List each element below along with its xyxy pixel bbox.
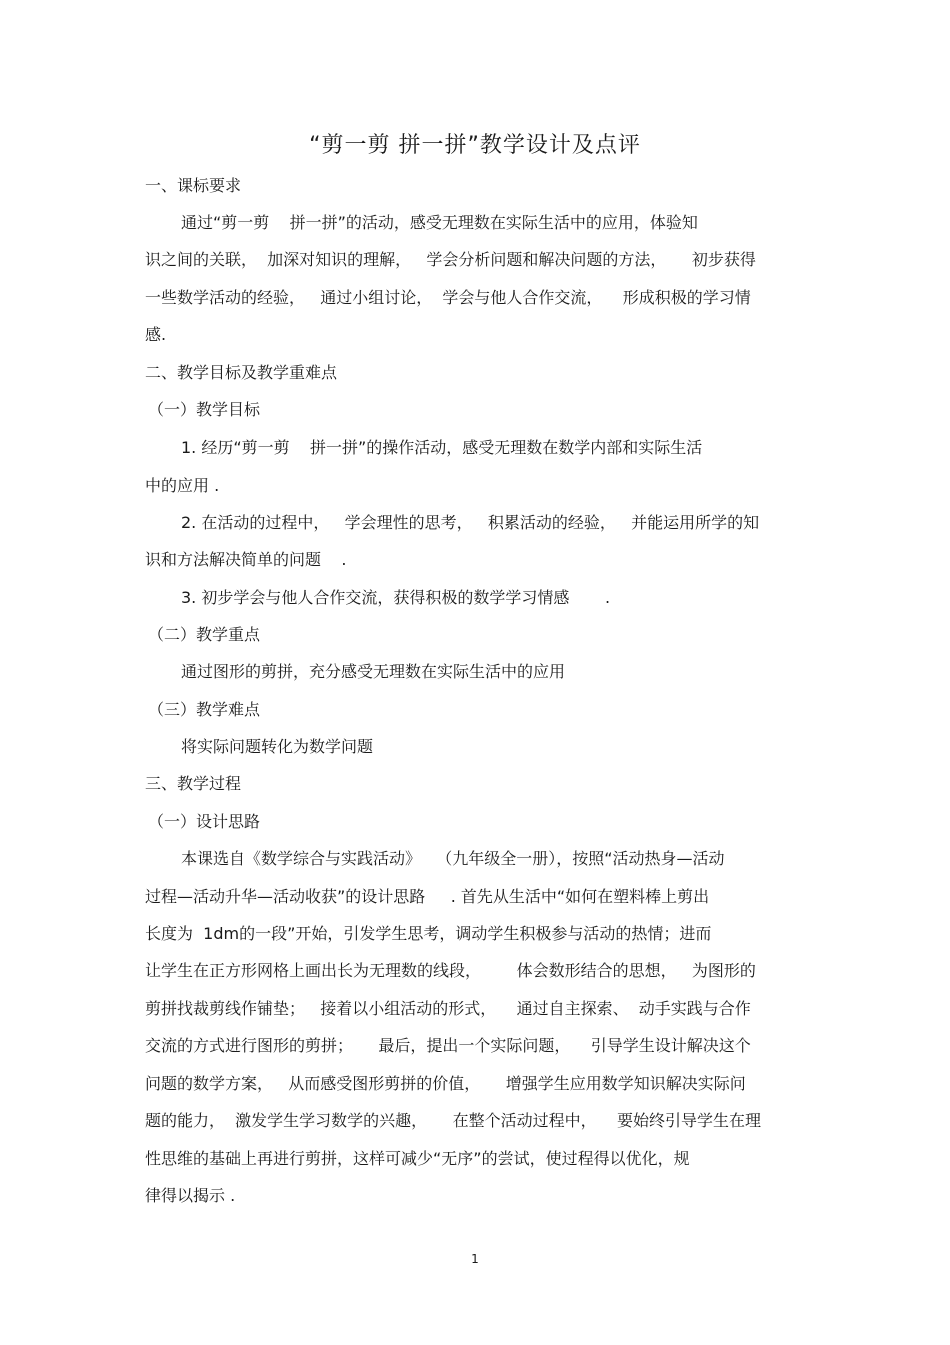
paragraph-line: 通过图形的剪拼，充分感受无理数在实际生活中的应用	[181, 662, 566, 681]
section-heading-1: 一、课标要求	[145, 176, 242, 195]
paragraph-line: 感.	[145, 325, 167, 344]
paragraph-line: 剪拼找裁剪线作铺垫； 接着以小组活动的形式， 通过自主探索、 动手实践与合作	[145, 999, 751, 1018]
list-item-line: 3. 初步学会与他人合作交流，获得积极的数学学习情感 .	[181, 588, 611, 607]
paragraph-line: 性思维的基础上再进行剪拼，这样可减少“无序”的尝试，使过程得以优化，规	[145, 1149, 690, 1168]
paragraph-line: 长度为 1dm的一段”开始，引发学生思考，调动学生积极参与活动的热情；进而	[145, 924, 712, 943]
paragraph-line: 问题的数学方案， 从而感受图形剪拼的价值， 增强学生应用数学知识解决实际问	[145, 1074, 746, 1093]
subsection-heading: （二）教学重点	[148, 625, 261, 644]
page-number: 1	[471, 1252, 479, 1266]
paragraph-line: 通过“剪一剪 拼一拼”的活动，感受无理数在实际生活中的应用，体验知	[181, 213, 698, 232]
paragraph-line: 交流的方式进行图形的剪拼； 最后，提出一个实际问题， 引导学生设计解决这个	[145, 1036, 751, 1055]
subsection-heading: （一）设计思路	[148, 812, 261, 831]
paragraph-line: 一些数学活动的经验， 通过小组讨论， 学会与他人合作交流， 形成积极的学习情	[145, 288, 751, 307]
section-heading-3: 三、教学过程	[145, 774, 242, 793]
paragraph-line: 将实际问题转化为数学问题	[181, 737, 374, 756]
list-item-line: 1. 经历“剪一剪 拼一拼”的操作活动，感受无理数在数学内部和实际生活	[181, 438, 703, 457]
subsection-heading: （三）教学难点	[148, 700, 261, 719]
section-heading-2: 二、教学目标及教学重难点	[145, 363, 338, 382]
paragraph-line: 过程—活动升华—活动收获”的设计思路 . 首先从生活中“如何在塑料棒上剪出	[145, 887, 710, 906]
list-item-line: 2. 在活动的过程中， 学会理性的思考， 积累活动的经验， 并能运用所学的知	[181, 513, 760, 532]
paragraph-line: 题的能力， 激发学生学习数学的兴趣， 在整个活动过程中， 要始终引导学生在理	[145, 1111, 761, 1130]
list-item-line: 中的应用 .	[145, 476, 220, 495]
list-item-line: 识和方法解决简单的问题 .	[145, 550, 347, 569]
paragraph-line: 本课选自《数学综合与实践活动》 （九年级全一册），按照“活动热身—活动	[181, 849, 725, 868]
subsection-heading: （一）教学目标	[148, 400, 261, 419]
paragraph-line: 识之间的关联， 加深对知识的理解， 学会分析问题和解决问题的方法， 初步获得	[145, 250, 756, 269]
paragraph-line: 律得以揭示 .	[145, 1186, 236, 1205]
document-title: “剪一剪 拼一拼”教学设计及点评	[309, 133, 641, 158]
paragraph-line: 让学生在正方形网格上画出长为无理数的线段， 体会数形结合的思想， 为图形的	[145, 961, 756, 980]
